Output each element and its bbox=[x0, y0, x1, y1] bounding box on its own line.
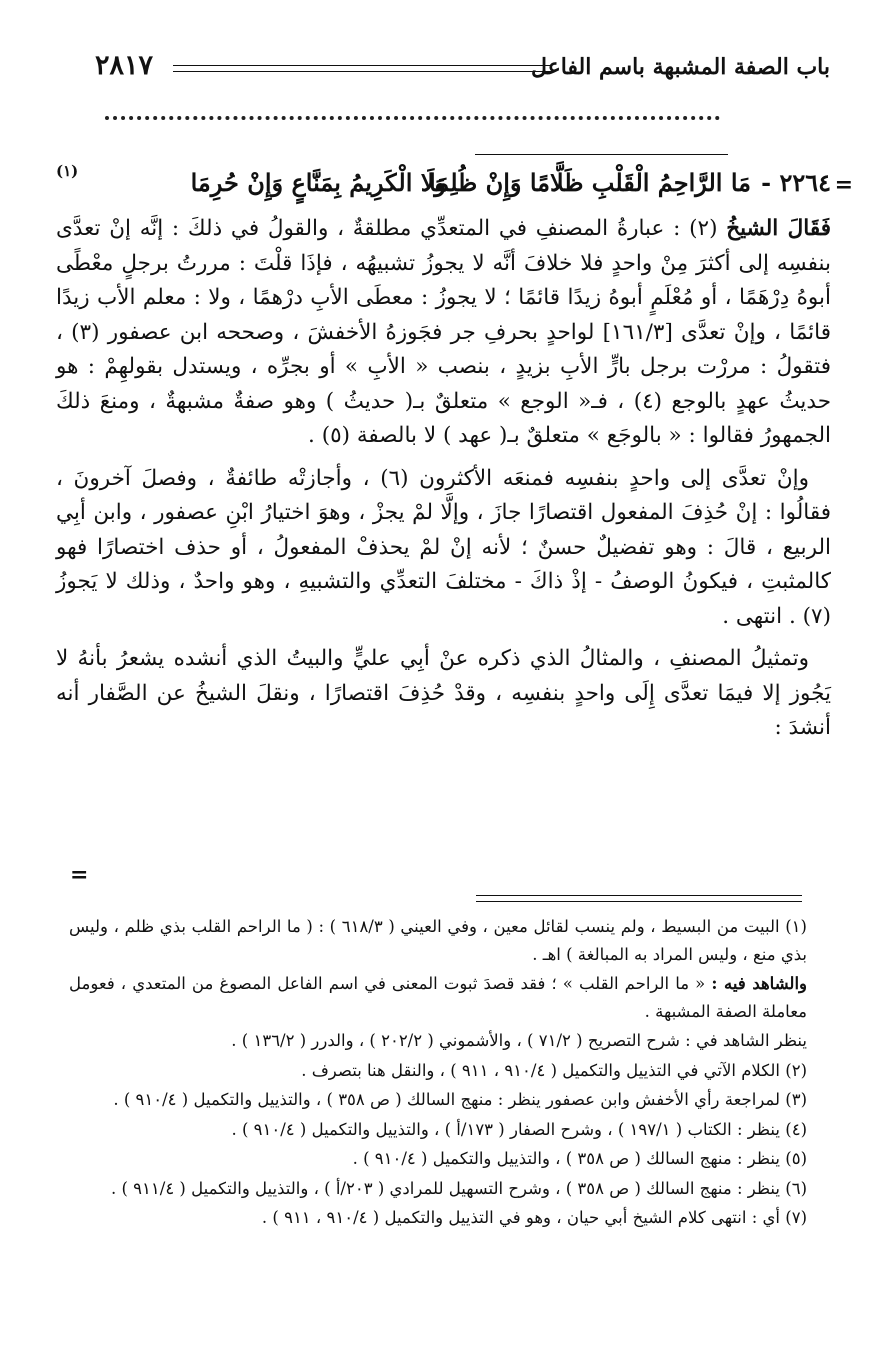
paragraph-2 bbox=[56, 462, 831, 635]
continuation-marker: = bbox=[834, 172, 853, 198]
main-text bbox=[56, 212, 831, 746]
verse-second-hemistich: وَلَا الْكَرِيمُ بِمَنَّاعٍ وَإِنْ حُرِمَا bbox=[190, 168, 446, 197]
paragraph-3 bbox=[56, 642, 831, 746]
footnote-6: (٦) ينظر : منهج السالك ( ص ٣٥٨ ) ، وشرح التسهيل للمرادي ( ٢٠٣/أ ) ، والتذييل والتكميل ( ٩١١/٤ ) . bbox=[111, 1178, 807, 1198]
continuation-marker: = bbox=[70, 862, 89, 888]
footnote-3: (٣) لمراجعة رأي الأخفش وابن عصفور ينظر : منهج السالك ( ص ٣٥٨ ) ، والتذييل والتكميل ( ٩١٠/٤ ) . bbox=[113, 1090, 807, 1109]
footnote-5: (٥) ينظر : منهج السالك ( ص ٣٥٨ ) ، والتذييل والتكميل ( ٩١٠/٤ ) . bbox=[352, 1149, 807, 1168]
running-header bbox=[95, 40, 830, 86]
paragraph-text: ، وأجازتْه طائفةٌ ، وفصلَ آخرونَ ، فقالُوا : إنْ حُذِفَ المفعول اقتصارًا جازَ ، وإلَّا لمْ يجزْ ، وهوَ اختيارُ ابْنِ عصفور ، وابن أبِي الربيع ، قالَ : وهو تفضيلٌ حسنٌ ؛ لأنه إنْ لمْ يحذفْ المفعولُ ، أو حذف اختصارًا فهو كالمثبتِ ، فيكونُ الوصفُ - إذْ ذاكَ - مختلفَ التعدِّي والتشبيهِ ، وهو واحدٌ ، وذلك لا يَجوزُ bbox=[56, 465, 831, 594]
footnote-ref: (٤) bbox=[633, 388, 663, 414]
paragraph-end: . انتهى . bbox=[722, 603, 796, 629]
paragraph-text: ، فـ« الوجع » متعلقٌ بـ( حديثُ ) وهو صفةٌ مشبهةٌ ، ومنعَ ذلكَ الجمهورُ فقالوا : « بالوجَع » متعلقٌ بـ( عهد ) لا بالصفة bbox=[56, 388, 831, 448]
paragraph-end: . bbox=[308, 423, 315, 448]
footnote-1-shahid bbox=[69, 970, 807, 1025]
paragraph-text: : عبارةُ المصنفِ في المتعدِّي مطلقةٌ ، والقولُ في ذلكَ : إنَّه إنْ تعدَّى بنفسِه إلى أكثرَ مِنْ واحدٍ فلا خلافَ أنَّه لا يجوزُ تشبيهُه ، فإذَا قلْتَ : مررتُ برجلٍ معْطًى أبوهُ دِرْهَمًا ، أو مُعْلَمٍ أبوهُ زيدًا قائمًا ؛ لا يجوزُ : معطَى الأبِ درْهمًا ، ولا : معلم الأب زيدًا قائمًا ، وإنْ تعدَّى [١٦١/٣] لواحدٍ بحرفِ جر فجَوزهُ الأخفشَ ، وصححه ابن عصفور bbox=[56, 216, 831, 345]
verse-top-rule bbox=[475, 154, 728, 155]
paragraph-text: وإنْ تعدَّى إلى واحدٍ بنفسِه فمنعَه الأكثرون bbox=[419, 465, 809, 491]
verse-footnote-ref: (١) bbox=[56, 162, 79, 180]
paragraph-text: وتمثيلُ المصنفِ ، والمثالُ الذي ذكره عنْ أبِي عليٍّ والبيتُ الذي أنشده يشعرُ بأنهُ لا يَجُوز إلا فيمَا تعدَّى إِلَى واحدٍ بنفسِه ، وقدْ حُذِفَ اقتصارًا ، ونقلَ الشيخُ عن الصَّفار أنه أنشدَ : bbox=[56, 646, 831, 740]
footnote-separator bbox=[476, 895, 802, 902]
shahid-text: « ما الراحم القلب » ؛ فقد قصدَ ثبوت المعنى في اسم الفاعل المصوغ من المتعدي ، فعومل معاملة الصفة المشبهة . bbox=[69, 974, 807, 1021]
footnote-2: (٢) الكلام الآتي في التذييل والتكميل ( ٩١٠/٤ ، ٩١١ ) ، والنقل هنا بتصرف . bbox=[301, 1060, 807, 1080]
footnotes bbox=[69, 913, 807, 1232]
footnote-4: (٤) ينظر : الكتاب ( ١٩٧/١ ) ، وشرح الصفار ( ١٧٣/أ ) ، والتذييل والتكميل ( ٩١٠/٤ ) . bbox=[231, 1119, 807, 1139]
footnote-ref: (٣) bbox=[71, 319, 100, 345]
paragraph-text: ، فتقولُ : مررْت برجل بارٍّ الأبِ بزيدٍ ، بنصب « الأبِ » أو بجرِّه ، ويستدل بقولهِمْ : هو حديثُ عهدٍ بالوجع bbox=[56, 319, 831, 414]
paragraph-1 bbox=[56, 212, 831, 454]
footnote-7: (٧) أي : انتهى كلام الشيخ أبي حيان ، وهو في التذييل والتكميل ( ٩١٠/٤ ، ٩١١ ) . bbox=[261, 1208, 807, 1227]
dotted-separator bbox=[105, 116, 720, 134]
page-number: ٢٨١٧ bbox=[95, 50, 154, 81]
chapter-title: باب الصفة المشبهة باسم الفاعل bbox=[530, 54, 830, 80]
footnote-1: (١) البيت من البسيط ، ولم ينسب لقائل معين ، وفي العيني ( ٦١٨/٣ ) : ( ما الراحم القلب بذي ظلم ، وليس بذي منع ، وليس المراد به المبالغة ) اهـ . bbox=[69, 917, 807, 964]
verse-first-hemistich: مَا الرَّاحِمُ الْقَلْبِ ظَلَّامًا وَإِنْ ظُلِمَا bbox=[429, 168, 751, 197]
poetic-verse bbox=[56, 162, 831, 208]
header-double-rule bbox=[173, 65, 552, 72]
footnote-ref: (٧) bbox=[802, 603, 831, 629]
footnote-ref: (٢) bbox=[689, 216, 718, 241]
paragraph-lead: فَقَالَ الشيخُ bbox=[726, 216, 831, 241]
verse-number: ٢٢٦٤ - bbox=[761, 168, 831, 197]
shahid-label: والشاهد فيه : bbox=[711, 974, 808, 993]
footnote-ref: (٥) bbox=[321, 423, 351, 448]
footnote-ref: (٦) bbox=[380, 465, 409, 491]
footnote-1-refs: ينظر الشاهد في : شرح التصريح ( ٧١/٢ ) ، والأشموني ( ٢٠٢/٢ ) ، والدرر ( ١٣٦/٢ ) . bbox=[231, 1031, 807, 1050]
